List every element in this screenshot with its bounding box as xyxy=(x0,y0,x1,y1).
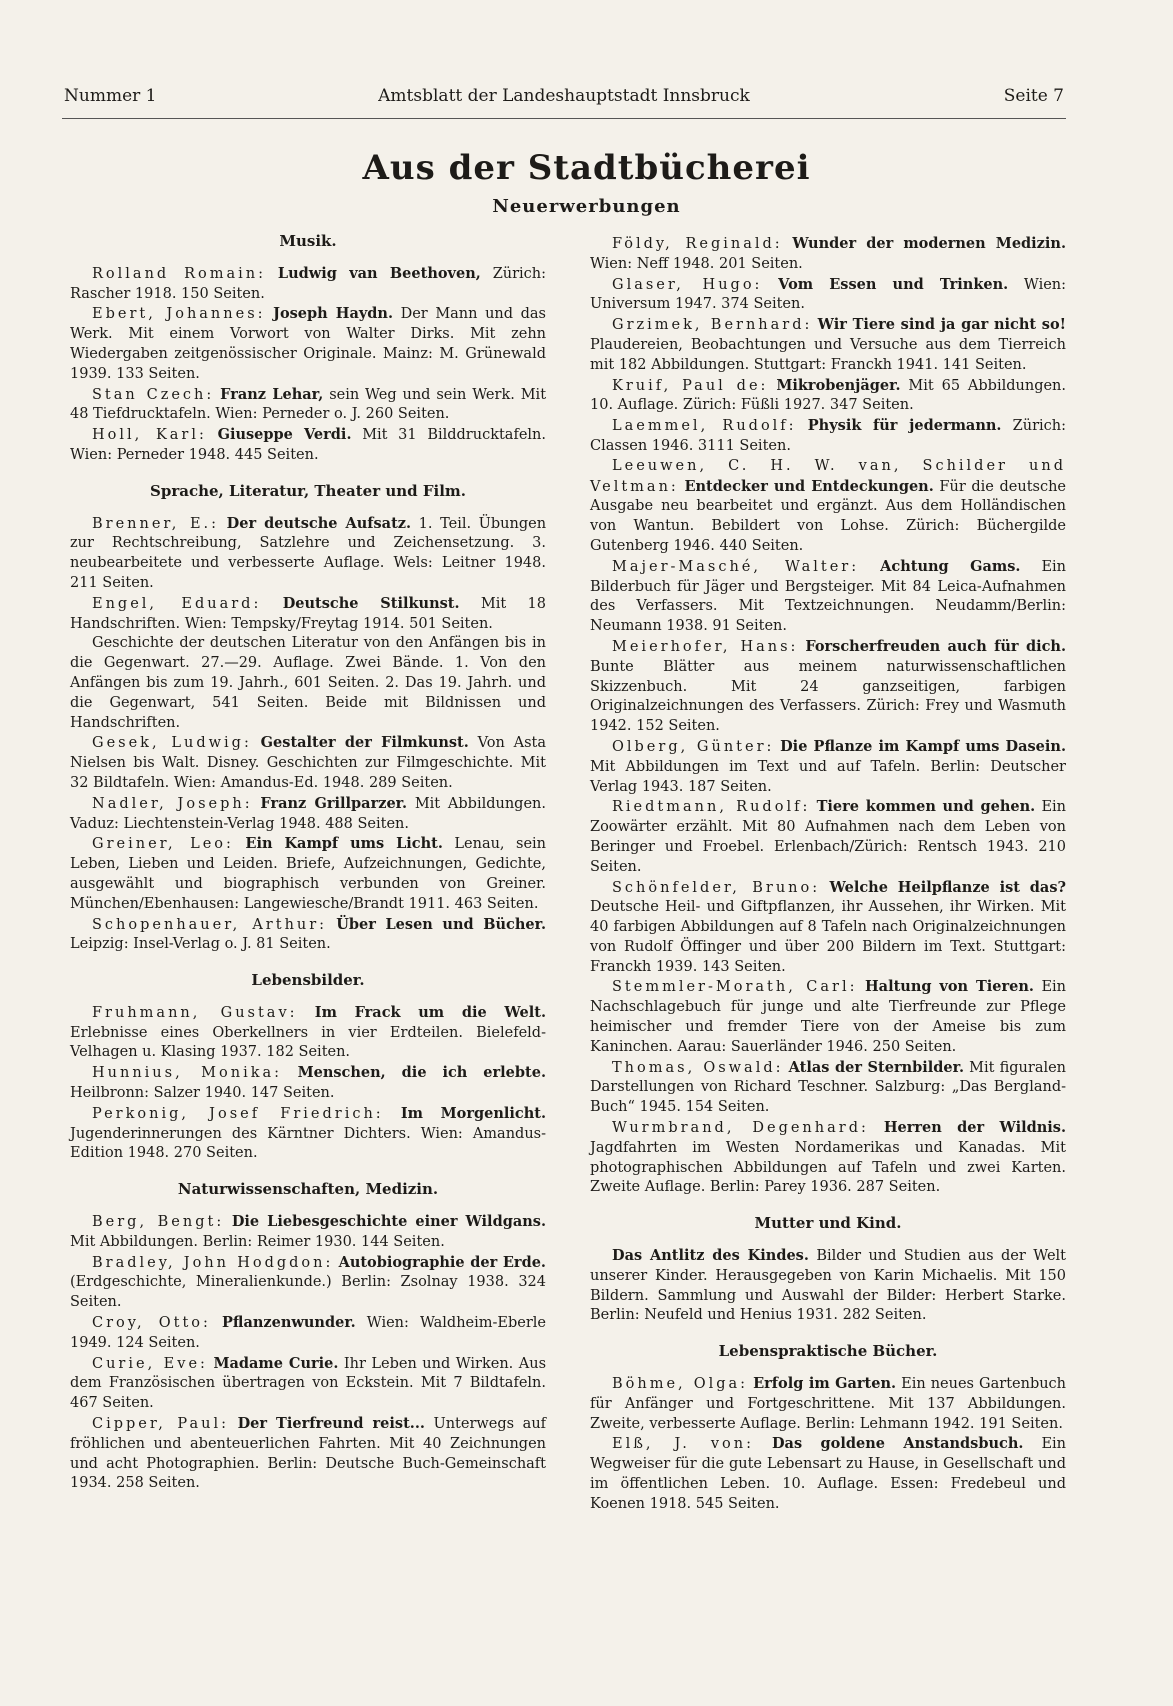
entry-author: Hunnius, Monika: xyxy=(92,1065,283,1082)
entry-title: Gestalter der Filmkunst. xyxy=(260,734,469,752)
section-heading: Mutter und Kind. xyxy=(754,1214,902,1233)
entry-author: Bradley, John Hodgdon: xyxy=(92,1254,334,1271)
entry-title: Franz Lehar, xyxy=(220,385,324,403)
entry-details: Deutsche Heil- und Giftpflanzen, ihr Aussehen, ihr Wirken. Mit 40 farbigen Abbildungen auf 8 Tafeln nach Originalzeichnungen von Rudolf Öffinger und über 200 Bildern im Text. Stuttgart: Franckh 1939. 143 Seiten. xyxy=(590,899,1066,975)
entry-details: Heilbronn: Salzer 1940. 147 Seiten. xyxy=(70,1085,335,1102)
entry-details: Wien: Waldheim-Eberle 1949. 124 Seiten. xyxy=(70,1315,547,1351)
entry-details: Ein Wegweiser für die gute Lebensart zu Hause, in Gesellschaft und im öffentlichen Leben. 10. Auflage. Essen: Fredebeul und Koenen 1918. 545 Seiten. xyxy=(590,1436,1066,1512)
entry-author: Grzimek, Bernhard: xyxy=(612,317,813,334)
entry-details: Ein Nachschlagebuch für junge und alte Tierfreunde zur Pflege heimischer und fremder Tiere von der Ameise bis zum Kaninchen. Aarau: Sauerländer 1946. 250 Seiten. xyxy=(590,979,1067,1055)
entry-author: Nadler, Joseph: xyxy=(92,795,253,812)
entry-author: Wurmbrand, Degenhard: xyxy=(612,1120,869,1137)
page-subtitle: Neuerwerbungen xyxy=(492,196,681,217)
book-entry xyxy=(70,1104,546,1164)
page-number: Seite 7 xyxy=(1003,86,1064,106)
section-heading: Sprache, Literatur, Theater und Film. xyxy=(150,481,466,500)
entry-title: Pflanzenwunder. xyxy=(222,1314,356,1332)
book-entry xyxy=(590,234,1066,275)
entry-details: Erlebnisse eines Oberkellners in vier Erdteilen. Bielefeld-Velhagen u. Klasing 1937. 182 Seiten. xyxy=(70,1024,546,1061)
entry-author: Curie, Eve: xyxy=(92,1355,208,1372)
entry-details: Mit 65 Abbildungen. 10. Auflage. Zürich: Füßli 1927. 347 Seiten. xyxy=(590,377,1067,414)
entry-title: Madame Curie. xyxy=(213,1354,339,1372)
entry-details: Bilder und Studien aus der Welt unserer Kinder. Herausgegeben von Karin Michaelis. Mit 150 Bildern. Sammlung und Auswahl der Bilder: Herbert Starke. Berlin: Neufeld und Henius 1931. 282 Seiten. xyxy=(590,1248,1066,1324)
entry-details: Ein Bilderbuch für Jäger und Bergsteiger. Mit 84 Leica-Aufnahmen des Verfassers. Mit Textzeichnungen. Neudamm/Berlin: Neumann 1938. 91 Seiten. xyxy=(590,558,1066,635)
entry-title: Giuseppe Verdi. xyxy=(217,426,352,444)
book-entry xyxy=(590,1246,1066,1326)
issue-number: Nummer 1 xyxy=(64,86,157,106)
entry-details: Mit Abbildungen. Vaduz: Liechtenstein-Verlag 1948. 488 Seiten. xyxy=(70,795,546,832)
entry-title: Physik für jedermann. xyxy=(807,417,1002,435)
entry-title: Autobiographie der Erde. xyxy=(338,1253,546,1271)
entry-title: Herren der Wildnis. xyxy=(883,1119,1066,1137)
book-entry xyxy=(70,1313,546,1354)
entry-author: Leeuwen, C. H. W. van, Schilder und Veltman: xyxy=(590,457,1066,495)
entry-title: Das goldene Anstandsbuch. xyxy=(771,1435,1024,1453)
entry-author: Greiner, Leo: xyxy=(92,836,234,853)
entry-author: Brenner, E.: xyxy=(92,515,220,532)
entry-details: Unterwegs auf fröhlichen und abenteuerlichen Fahrten. Mit 40 Zeichnungen und acht Photographien. Berlin: Deutsche Buch-Gemeinschaft 1934. 258 Seiten. xyxy=(70,1416,547,1492)
entry-details: Ihr Leben und Wirken. Aus dem Französischen übertragen von Eckstein. Mit 7 Bildtafeln. 467 Seiten. xyxy=(70,1355,547,1412)
entry-author: Riedtmann, Rudolf: xyxy=(612,799,811,816)
entry-title: Erfolg im Garten. xyxy=(753,1375,897,1393)
entry-title: Das Antlitz des Kindes. xyxy=(612,1247,809,1265)
entry-title: Atlas der Sternbilder. xyxy=(788,1058,965,1076)
entry-title: Mikrobenjäger. xyxy=(776,376,901,394)
book-entry xyxy=(70,733,546,793)
entry-author: Perkonig, Josef Friedrich: xyxy=(92,1105,384,1122)
book-entry xyxy=(590,737,1066,797)
entry-details: Für die deutsche Ausgabe neu bearbeitet und ergänzt. Aus dem Holländischen von Wantun. Bebildert von Lohse. Zürich: Büchergilde Gutenberg 1946. 440 Seiten. xyxy=(590,478,1067,554)
book-entry xyxy=(590,1374,1066,1434)
entry-title: Im Morgenlicht. xyxy=(400,1104,546,1122)
entry-title: Joseph Haydn. xyxy=(273,305,393,323)
entry-author: Engel, Eduard: xyxy=(92,595,262,612)
book-entry xyxy=(70,1414,546,1494)
entry-title: Die Pflanze im Kampf ums Dasein. xyxy=(780,737,1067,755)
entry-details: Mit 18 Handschriften. Wien: Tempsky/Freytag 1914. 501 Seiten. xyxy=(70,595,547,632)
entry-author: Olberg, Günter: xyxy=(612,738,775,755)
publication-title: Amtsblatt der Landeshauptstadt Innsbruck xyxy=(378,86,750,106)
book-entry xyxy=(590,977,1066,1057)
book-entry xyxy=(70,794,546,835)
entry-author: Holl, Karl: xyxy=(92,427,207,444)
entry-author: Elß, J. von: xyxy=(612,1436,754,1453)
entry-author: Thomas, Oswald: xyxy=(612,1059,784,1076)
entry-author: Stan Czech: xyxy=(92,386,215,403)
entry-title: Über Lesen und Bücher. xyxy=(336,915,547,933)
entry-author: Fruhmann, Gustav: xyxy=(92,1004,298,1021)
entry-details: Leipzig: Insel-Verlag o. J. 81 Seiten. xyxy=(70,936,331,953)
entry-title: Wir Tiere sind ja gar nicht so! xyxy=(817,316,1067,334)
entry-author: Majer-Masché, Walter: xyxy=(612,558,860,575)
entry-author: Stemmler-Morath, Carl: xyxy=(612,979,858,996)
entry-details: Zürich: Classen 1946. 3111 Seiten. xyxy=(590,418,1066,454)
entry-details: (Erdgeschichte, Mineralienkunde.) Berlin: Zsolnay 1938. 324 Seiten. xyxy=(70,1274,546,1311)
page-title: Aus der Stadtbücherei xyxy=(362,148,811,188)
entry-title: Deutsche Stilkunst. xyxy=(282,594,460,612)
entry-title: Haltung von Tieren. xyxy=(864,978,1034,996)
book-entry xyxy=(590,416,1066,457)
entry-author: Meierhofer, Hans: xyxy=(612,638,799,655)
entry-author: Glaser, Hugo: xyxy=(612,276,763,293)
entry-details: 1. Teil. Übungen zur Rechtschreibung, Satzlehre und Zeichensetzung. 3. neubearbeitete und verbesserte Auflage. Wels: Leitner 1948. 211 Seiten. xyxy=(70,515,547,591)
entry-author: Cipper, Paul: xyxy=(92,1416,230,1433)
entry-details: Mit figuralen Darstellungen von Richard Teschner. Salzburg: „Das Bergland-Buch“ 1945. 154 Seiten. xyxy=(590,1059,1067,1116)
entry-title: Der Tierfreund reist... xyxy=(237,1415,425,1433)
book-entry xyxy=(70,594,546,635)
book-entry xyxy=(590,315,1066,375)
entry-author: Schönfelder, Bruno: xyxy=(612,879,821,896)
book-entry xyxy=(590,1058,1066,1118)
entry-details: Lenau, sein Leben, Lieben und Leiden. Briefe, Aufzeichnungen, Gedichte, ausgewählt und biographisch verbunden von Greiner. München/Ebenhausen: Langewiesche/Brandt 1911. 463 Seiten. xyxy=(70,836,547,912)
book-entry xyxy=(590,275,1066,316)
book-entry xyxy=(70,1354,546,1414)
entry-author: Berg, Bengt: xyxy=(92,1214,225,1231)
book-entry xyxy=(590,797,1066,877)
entry-author: Földy, Reginald: xyxy=(612,236,783,252)
book-entry xyxy=(590,637,1066,737)
entry-title: Im Frack um die Welt. xyxy=(314,1003,547,1021)
entry-title: Ein Kampf ums Licht. xyxy=(245,835,443,853)
book-entry xyxy=(70,1253,546,1313)
entry-details: Wien: Neff 1948. 201 Seiten. xyxy=(590,255,803,272)
entry-author: Kruif, Paul de: xyxy=(612,377,769,394)
entry-title: Welche Heilpflanze ist das? xyxy=(829,878,1066,896)
book-entry xyxy=(70,634,546,733)
entry-title: Franz Grillparzer. xyxy=(260,794,408,812)
entry-details: Bunte Blätter aus meinem naturwissenschaftlichen Skizzenbuch. Mit 24 ganzseitigen, farbigen Originalzeichnungen des Verfassers. Zürich: Frey und Wasmuth 1942. 152 Seiten. xyxy=(590,658,1066,735)
entry-details: Wien: Universum 1947. 374 Seiten. xyxy=(590,276,1067,313)
entry-title: Menschen, die ich erlebte. xyxy=(297,1064,546,1082)
entry-title: Entdecker und Entdeckungen. xyxy=(684,477,934,495)
book-entry xyxy=(590,878,1066,978)
entry-details: Plaudereien, Beobachtungen und Versuche aus dem Tierreich mit 182 Abbildungen. Stuttgart: Franckh 1941. 141 Seiten. xyxy=(590,336,1066,373)
entry-details: Jagdfahrten im Westen Nordamerikas und Kanadas. Mit photographischen Abbildungen auf Tafeln und zwei Karten. Zweite Auflage. Berlin: Parey 1936. 287 Seiten. xyxy=(590,1139,1066,1196)
entry-author: Gesek, Ludwig: xyxy=(92,735,252,752)
entry-details: Mit Abbildungen. Berlin: Reimer 1930. 144 Seiten. xyxy=(70,1233,445,1250)
entry-author: Rolland Romain: xyxy=(92,265,266,282)
entry-details: Mit Abbildungen im Text und auf Tafeln. Berlin: Deutscher Verlag 1943. 187 Seiten. xyxy=(590,758,1066,795)
entry-title: Die Liebesgeschichte einer Wildgans. xyxy=(231,1213,546,1231)
entry-title: Tiere kommen und gehen. xyxy=(816,798,1036,816)
entry-author: Ebert, Johannes: xyxy=(92,306,266,323)
book-entry xyxy=(70,1063,546,1104)
book-entry xyxy=(70,915,546,956)
section-heading: Naturwissenschaften, Medizin. xyxy=(177,1180,439,1199)
entry-details: Mit 31 Bilddrucktafeln. Wien: Perneder 1948. 445 Seiten. xyxy=(70,427,546,463)
book-entry xyxy=(70,514,546,594)
book-entry xyxy=(70,304,546,384)
entry-details: Geschichte der deutschen Literatur von den Anfängen bis in die Gegenwart. 27.—29. Auflage. Zwei Bände. 1. Von den Anfängen bis zum 19. Jahrh., 601 Seiten. 2. Das 19. Jahrh. und die Gegenwart, 541 Seiten. Beide mit Bildnissen und Handschriften. xyxy=(70,635,546,731)
entry-details: Ein Zoowärter erzählt. Mit 80 Aufnahmen nach dem Leben von Beringer und Froebel. Erlenbach/Zürich: Rentsch 1943. 210 Seiten. xyxy=(590,799,1067,875)
entry-details: Ein neues Gartenbuch für Anfänger und Fortgeschrittene. Mit 137 Abbildungen. Zweite, verbesserte Auflage. Berlin: Lehmann 1942. 191 Seiten. xyxy=(590,1376,1067,1432)
entry-title: Ludwig van Beethoven, xyxy=(277,264,481,282)
book-entry xyxy=(590,1434,1066,1514)
left-column xyxy=(70,232,546,1494)
header-rule xyxy=(62,118,1066,119)
entry-details: Jugenderinnerungen des Kärntner Dichters. Wien: Amandus-Edition 1948. 270 Seiten. xyxy=(70,1125,546,1162)
section-heading: Lebensbilder. xyxy=(251,971,365,990)
entry-title: Vom Essen und Trinken. xyxy=(778,275,1009,293)
entry-author: Schopenhauer, Arthur: xyxy=(92,916,328,933)
book-entry xyxy=(70,1212,546,1253)
book-entry xyxy=(70,1003,546,1063)
book-entry xyxy=(70,834,546,914)
entry-title: Forscherfreuden auch für dich. xyxy=(805,637,1067,655)
book-entry xyxy=(590,1118,1066,1198)
right-column xyxy=(590,234,1066,1515)
book-entry xyxy=(590,376,1066,417)
book-entry xyxy=(70,425,546,466)
entry-details: Der Mann und das Werk. Mit einem Vorwort von Walter Dirks. Mit zehn Wiedergaben zeitgenössischer Originale. Mainz: M. Grünewald 1939. 133 Seiten. xyxy=(70,306,546,382)
entry-author: Laemmel, Rudolf: xyxy=(612,418,797,435)
entry-details: sein Weg und sein Werk. Mit 48 Tiefdrucktafeln. Wien: Perneder o. J. 260 Seiten. xyxy=(70,386,547,423)
entry-author: Böhme, Olga: xyxy=(612,1376,749,1393)
book-entry xyxy=(70,385,546,426)
entry-author: Croy, Otto: xyxy=(92,1315,211,1332)
entry-details: Zürich: Rascher 1918. 150 Seiten. xyxy=(70,265,547,302)
section-heading: Lebenspraktische Bücher. xyxy=(718,1342,938,1361)
book-entry xyxy=(590,457,1066,557)
page-header xyxy=(64,86,1064,114)
entry-details: Von Asta Nielsen bis Walt. Disney. Geschichten zur Filmgeschichte. Mit 32 Bildtafeln. Wien: Amandus-Ed. 1948. 289 Seiten. xyxy=(70,735,547,791)
entry-title: Achtung Gams. xyxy=(880,557,1021,575)
entry-title: Der deutsche Aufsatz. xyxy=(226,514,412,532)
entry-title: Wunder der modernen Medizin. xyxy=(792,235,1067,252)
section-heading: Musik. xyxy=(279,232,337,250)
book-entry xyxy=(590,557,1066,637)
book-entry xyxy=(70,264,546,305)
